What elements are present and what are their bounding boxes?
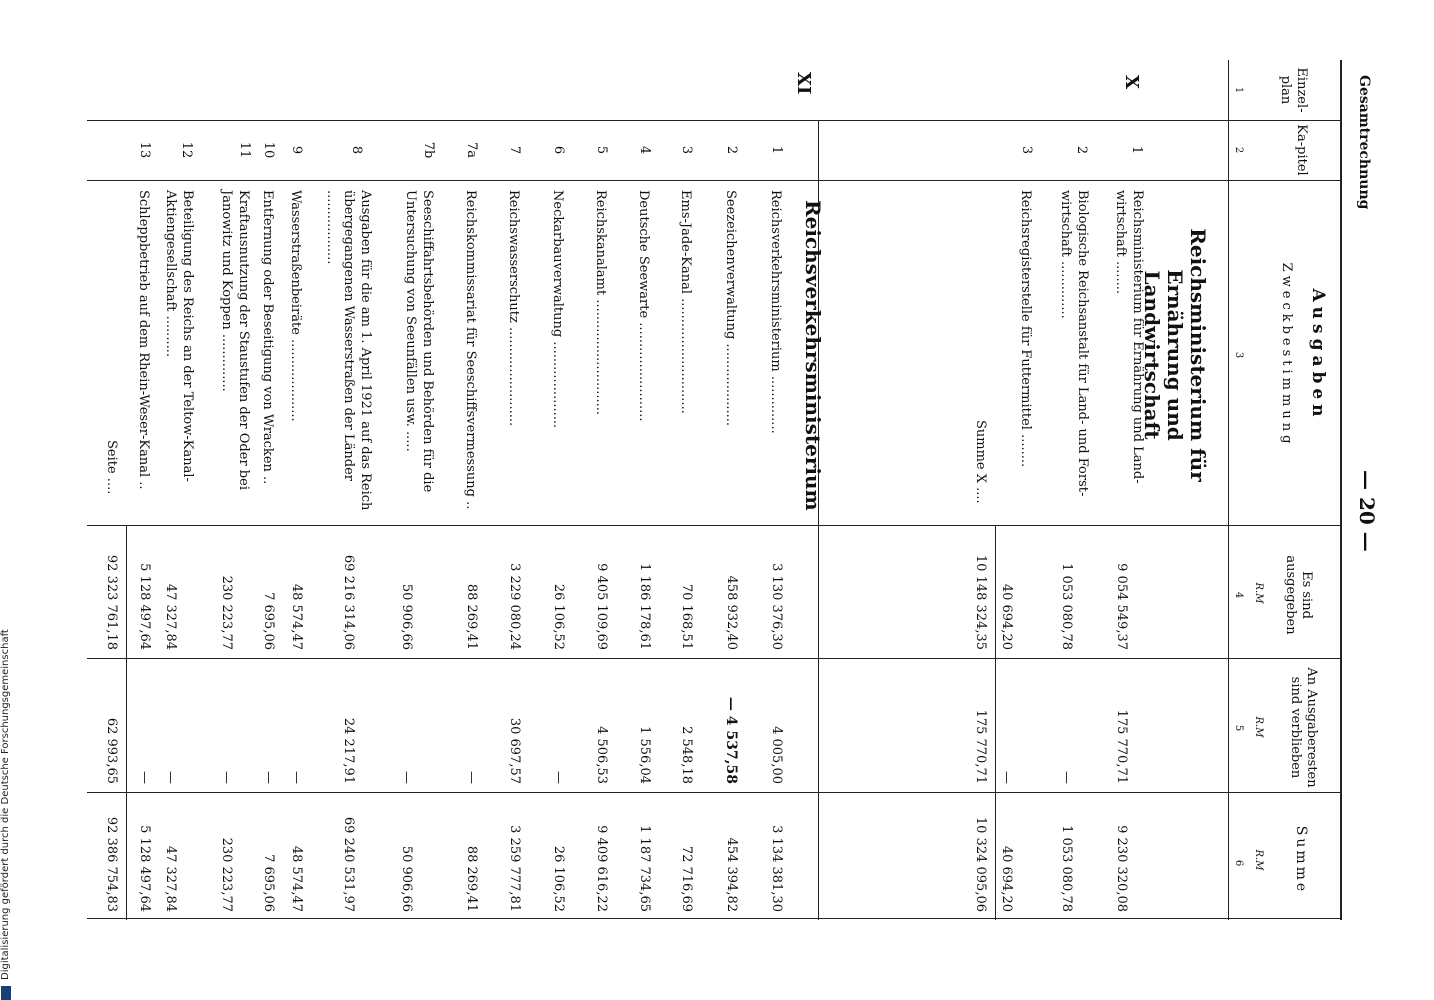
row-description: Reichsverkehrsministerium .............. — [768, 190, 783, 434]
ausgegeben-value: 50 906,66 — [399, 583, 414, 650]
summe-value: 3 259 777,81 — [507, 825, 522, 912]
rule-header-bottom — [1228, 60, 1229, 920]
dfg-logo-icon — [1, 986, 11, 1000]
row-description: Reichsministerium für Ernährung und Land-wirtschaft ........ — [1113, 190, 1145, 484]
rest-value: — — [399, 771, 414, 784]
summe-value: 1 053 080,78 — [1059, 825, 1074, 912]
row-description: Ems-Jade-Kanal ............................ — [678, 190, 693, 414]
summe-value: 5 128 497,64 — [137, 825, 152, 912]
col-number-3: 3 — [1233, 351, 1244, 359]
col-header-zweckbestimmung: Zweckbestimmung — [1279, 262, 1294, 448]
ausgegeben-value: 9 405 109,69 — [594, 563, 609, 650]
summe-value: 3 134 381,30 — [769, 825, 784, 912]
summe-value: 9 409 616,22 — [594, 825, 609, 912]
row-description: Beteiligung des Reichs an der Teltow-Kanal-Aktiengesellschaft .......... — [163, 190, 195, 482]
ausgegeben-value: 1 053 080,78 — [1059, 563, 1074, 650]
row-description: Neckarbauverwaltung ..................... — [550, 190, 565, 429]
kapitel-xi-6: 6 — [551, 145, 566, 155]
summe-x-ausgegeben: 10 148 324,35 — [973, 554, 988, 650]
section-title-xi: Reichsverkehrsministerium — [801, 200, 825, 511]
ausgegeben-value: 3 130 376,30 — [769, 563, 784, 650]
row-description: Seeschiffahrtsbehörden und Behörden für die Untersuchung von Seeunfällen usw. ..... — [403, 190, 435, 493]
ausgegeben-value: 230 223,77 — [219, 575, 234, 650]
rest-value: 2 548,18 — [679, 726, 694, 784]
row-description: Reichswasserschutz ........................ — [506, 190, 521, 427]
col-header-ausgabereste: An Ausgaberesten sind verblieben — [1288, 667, 1319, 788]
rule-col3 — [87, 525, 1342, 526]
col-header-ausgaben: Ausgaben — [1308, 288, 1328, 422]
summe-value: 72 716,69 — [679, 845, 694, 912]
rule-col4 — [87, 658, 1342, 659]
col-header-ausgegeben: Es sind ausgegeben — [1283, 555, 1314, 635]
rest-value: — — [464, 771, 479, 784]
summe-value: 50 906,66 — [399, 845, 414, 912]
row-description: Wasserstraßenbeiräte .................... — [288, 190, 303, 422]
col-number-1: 1 — [1233, 86, 1244, 94]
row-description: Reichskommissariat für Seeschiffsvermessung .. — [463, 190, 478, 510]
ausgegeben-value: 88 269,41 — [464, 583, 479, 650]
row-description: Ausgaben für die am 1. April 1921 auf das Reich übergegangenen Wasserstraßen der Länder .................. — [324, 190, 373, 511]
summe-x-summe: 10 324 095,06 — [973, 816, 988, 912]
ausgegeben-value: 40 694,20 — [999, 583, 1014, 650]
summe-value: 454 394,82 — [724, 837, 739, 912]
kapitel-xi-7b: 7b — [421, 141, 436, 159]
unit-col4: R.M — [1253, 582, 1264, 604]
rest-value: 4 005,00 — [769, 726, 784, 784]
rest-value: 4 506,53 — [594, 726, 609, 784]
row-description: Kraftausnutzung der Staustufen der Oder bei Janowitz und Koppen .............. — [219, 190, 251, 490]
rest-value: 175 770,71 — [1114, 709, 1129, 784]
seite-rest: 62 993,65 — [104, 717, 119, 784]
ausgegeben-value: 48 574,47 — [289, 583, 304, 650]
summe-value: 69 240 531,97 — [341, 816, 356, 912]
ausgegeben-value: 1 186 178,61 — [637, 563, 652, 650]
rule-seite-top — [126, 525, 127, 920]
col-number-6: 6 — [1233, 859, 1244, 867]
kapitel-xi-3: 3 — [679, 145, 694, 155]
summe-value: 230 223,77 — [219, 837, 234, 912]
rule-col5 — [87, 792, 1342, 793]
ausgegeben-value: 69 216 314,06 — [341, 554, 356, 650]
row-description: Entfernung oder Beseitigung von Wracken .. — [260, 190, 275, 485]
kapitel-1: 1 — [1129, 145, 1144, 155]
row-description: Reichsregisterstelle für Futtermittel ........ — [1018, 190, 1033, 468]
kapitel-xi-11: 11 — [237, 141, 252, 159]
kapitel-xi-5: 5 — [594, 145, 609, 155]
row-description: Seezeichenverwaltung .................... — [723, 190, 738, 427]
col-number-2: 2 — [1233, 146, 1244, 154]
rest-value: — — [137, 771, 152, 784]
col-number-5: 5 — [1233, 724, 1244, 732]
rule-summe-x — [995, 525, 996, 920]
rule-col6 — [87, 918, 1342, 919]
col-header-einzelplan: Einzel-plan — [1278, 67, 1309, 113]
rest-value: — — [163, 771, 178, 784]
kapitel-xi-1: 1 — [769, 145, 784, 155]
col-header-summe: Summe — [1293, 825, 1309, 895]
rest-value-negative: — 4 537,58 — [723, 696, 739, 784]
kapitel-2: 2 — [1074, 145, 1089, 155]
ausgegeben-value: 3 229 080,24 — [507, 563, 522, 650]
unit-col6: R.M — [1253, 849, 1264, 871]
summe-value: 48 574,47 — [289, 845, 304, 912]
rule-top — [1340, 60, 1342, 920]
ausgegeben-value: 7 695,06 — [261, 592, 276, 650]
ausgegeben-value: 26 106,52 — [551, 583, 566, 650]
summe-x-label: Summe X .... — [973, 420, 988, 504]
section-numeral-x: X — [1121, 75, 1142, 89]
unit-col5: R.M — [1253, 716, 1264, 738]
seite-label: Seite .... — [104, 440, 119, 495]
kapitel-xi-10: 10 — [261, 141, 276, 159]
kapitel-xi-8: 8 — [349, 145, 364, 155]
summe-value: 88 269,41 — [464, 845, 479, 912]
rest-value: 30 697,57 — [507, 717, 522, 784]
ausgegeben-value: 70 168,51 — [679, 583, 694, 650]
summe-value: 9 230 320,08 — [1114, 825, 1129, 912]
col-header-kapitel: Ka-pitel — [1294, 124, 1309, 176]
kapitel-xi-13: 13 — [137, 141, 152, 159]
summe-x-rest: 175 770,71 — [973, 709, 988, 784]
summe-value: 47 327,84 — [163, 845, 178, 912]
page-number: — 20 — — [1355, 470, 1379, 552]
ausgegeben-value: 47 327,84 — [163, 583, 178, 650]
sidenote-text: Digitalisierung gefördert durch die Deutsche Forschungsgemeinschaft — [0, 629, 11, 980]
kapitel-xi-9: 9 — [289, 145, 304, 155]
rest-value: — — [289, 771, 304, 784]
rest-value: — — [219, 771, 234, 784]
rest-value: — — [999, 771, 1014, 784]
section-title-x: Reichsministerium für Ernährung und Landwirtschaft — [1140, 228, 1210, 482]
kapitel-xi-7: 7 — [507, 145, 522, 155]
rest-value: — — [261, 771, 276, 784]
summe-value: 40 694,20 — [999, 845, 1014, 912]
ausgegeben-value: 5 128 497,64 — [137, 563, 152, 650]
seite-summe: 92 386 754,83 — [104, 816, 119, 912]
ausgegeben-value: 9 054 549,37 — [1114, 563, 1129, 650]
rule-col1 — [87, 120, 1342, 121]
row-description: Biologische Reichsanstalt für Land- und Forst-wirtschaft .............. — [1058, 190, 1090, 497]
seite-ausgegeben: 92 323 761,18 — [104, 554, 119, 650]
rest-value: — — [551, 771, 566, 784]
ausgegeben-value: 458 932,40 — [724, 575, 739, 650]
section-numeral-xi: XI — [793, 72, 814, 95]
kapitel-3: 3 — [1019, 145, 1034, 155]
kapitel-xi-4: 4 — [637, 145, 652, 155]
document-title: Gesamtrechnung — [1356, 75, 1372, 210]
kapitel-xi-7a: 7a — [464, 141, 479, 159]
rest-value: — — [1059, 771, 1074, 784]
row-description: Schleppbetrieb auf dem Rhein-Weser-Kanal .. — [136, 190, 151, 490]
summe-value: 26 106,52 — [551, 845, 566, 912]
rest-value: 1 556,04 — [637, 726, 652, 784]
kapitel-xi-12: 12 — [179, 141, 194, 159]
rule-col2 — [87, 180, 1342, 181]
row-description: Reichskanalamt ............................ — [593, 190, 608, 416]
col-number-4: 4 — [1233, 591, 1244, 599]
rest-value: 24 217,91 — [341, 717, 356, 784]
row-description: Deutsche Seewarte ........................ — [636, 190, 651, 422]
kapitel-xi-2: 2 — [724, 145, 739, 155]
summe-value: 1 187 734,65 — [637, 825, 652, 912]
summe-value: 7 695,06 — [261, 854, 276, 912]
digitization-sidenote — [0, 0, 14, 1000]
